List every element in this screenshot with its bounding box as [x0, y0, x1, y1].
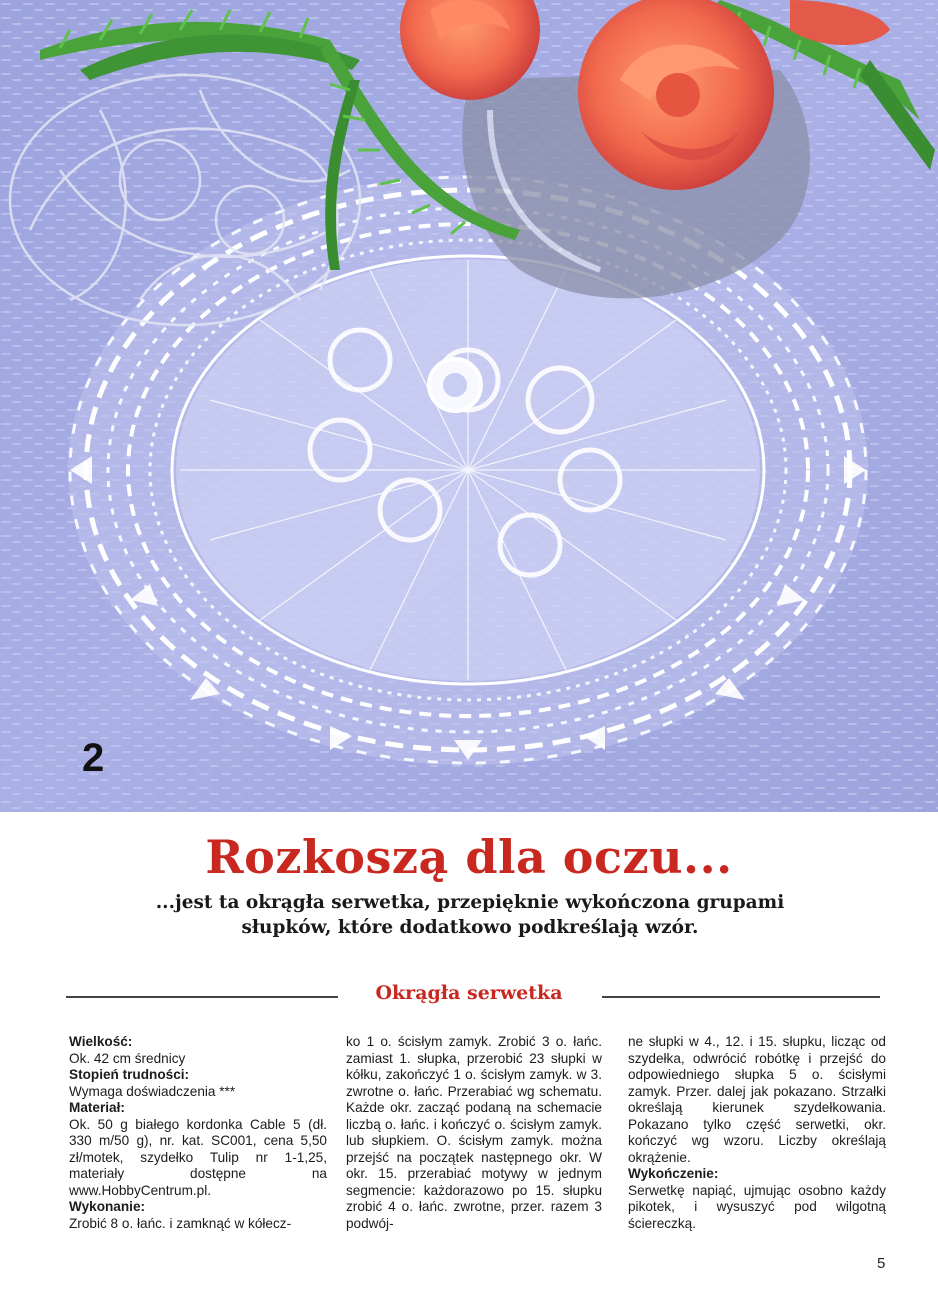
material-value: Ok. 50 g białego kordonka Cable 5 (dł. 330 m/50 g), nr. kat. SC001, cena 5,50 zł/motek, szydełko Tulip nr 1-1,25, materiały dostępne na www.HobbyCentrum.pl.: [69, 1116, 327, 1198]
page-number: 5: [877, 1255, 886, 1272]
photo-number: 2: [82, 736, 105, 780]
page-title: Rozkoszą dla oczu...: [205, 830, 733, 884]
execution-value: Zrobić 8 o. łańc. i zamknąć w kółecz-: [69, 1215, 292, 1231]
difficulty-label: Stopień trudności:: [69, 1067, 190, 1082]
column-materials: [69, 1034, 327, 1232]
size-value: Ok. 42 cm średnicy: [69, 1050, 186, 1066]
column-instructions-cont: [628, 1034, 886, 1232]
instructions-text: ko 1 o. ścisłym zamyk. Zrobić 3 o. łańc. zamiast 1. słupka, przerobić 23 słupki w kółku, zakończyć 1 o. ścisłym zamyk. w 3. zwrotne o. łańc. Przerabiać wg schematu. Każde okr. zacząć podaną na schemacie liczbą o. łańc. i kończyć o. ścisłym zamyk. lub słupkiem. O. ścisłym zamyk. można przejść na początek następnego okr. W okr. 15. przerabiać motywy w jednym segmencie: każdorazowo po 15. słupku zrobić 4 o. łańc. zwrotne, przer. razem 3 podwój-: [346, 1034, 602, 1231]
difficulty-value: Wymaga doświadczenia ***: [69, 1083, 236, 1099]
subtitle-line: słupków, które dodatkowo podkreślają wzór.: [241, 917, 699, 938]
page-subtitle: [60, 890, 880, 940]
subtitle-line: ...jest ta okrągła serwetka, przepięknie wykończona grupami: [155, 892, 785, 913]
divider-right: [602, 996, 880, 998]
finishing-value: Serwetkę napiąć, ujmując osobno każdy pikotek, i wysuszyć pod wilgotną ściereczką.: [628, 1182, 886, 1231]
column-instructions: [346, 1034, 602, 1232]
material-label: Materiał:: [69, 1100, 125, 1115]
divider-left: [66, 996, 338, 998]
instructions-text-cont: ne słupki w 4., 12. i 15. słupku, licząc od szydełka, odwrócić robótkę i przejść do odpowiedniego słupka 5 o. ścisłymi zamyk. Przer. dalej jak pokazano. Strzałki określają kierunek szydełkowania. Pokazano tylko część serwetki, okr. kończyć wg wzoru. Liczby określają okrążenie.: [628, 1034, 886, 1165]
finishing-label: Wykończenie:: [628, 1166, 719, 1181]
execution-label: Wykonanie:: [69, 1199, 146, 1214]
size-label: Wielkość:: [69, 1034, 133, 1049]
section-title: Okrągła serwetka: [375, 982, 563, 1004]
